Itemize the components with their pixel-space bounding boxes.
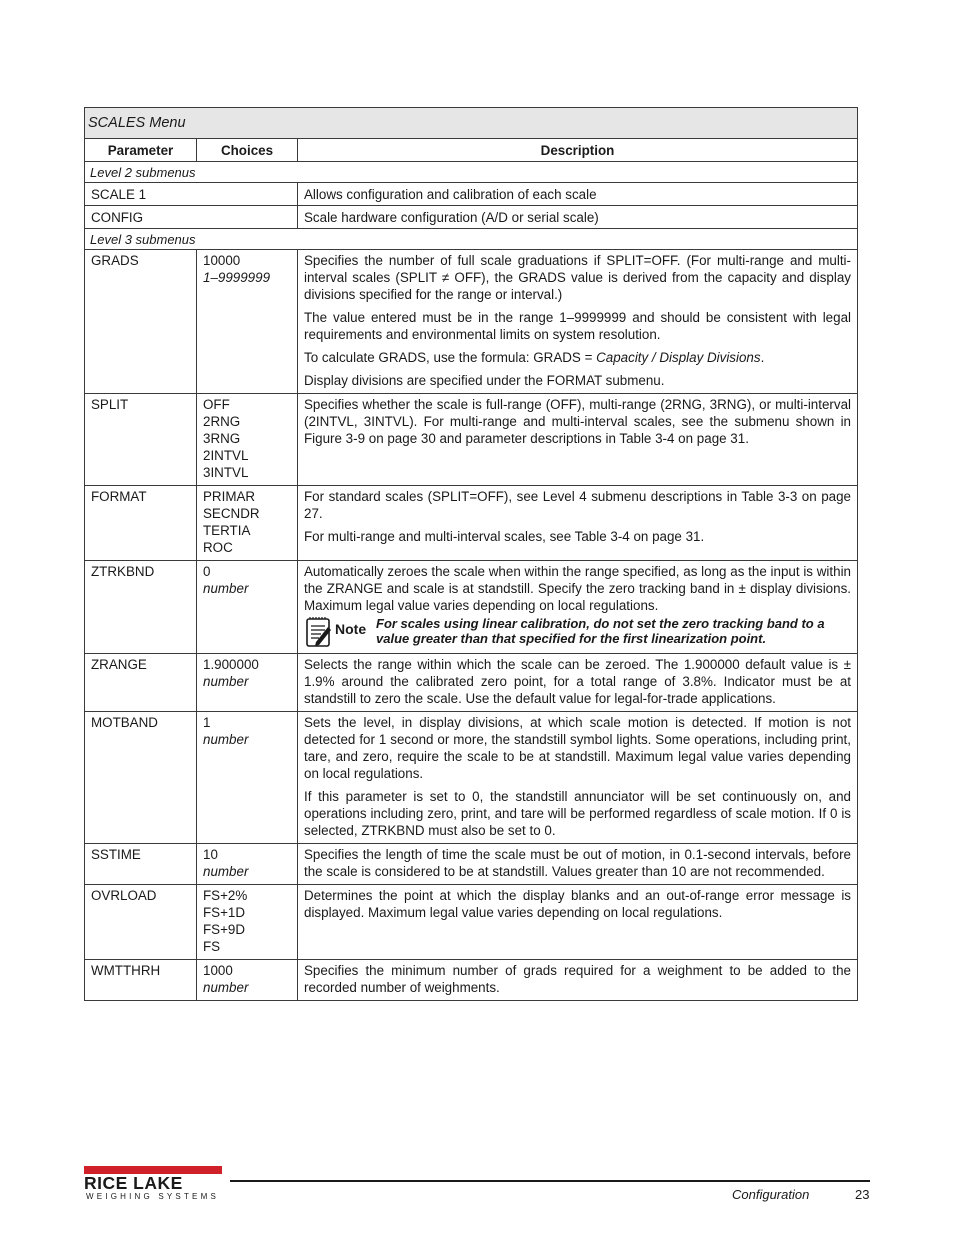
choice-default: 0 — [203, 564, 211, 579]
param-motband: MOTBAND — [85, 712, 197, 844]
desc-paragraph: Specifies the number of full scale graduations if SPLIT=OFF. (For multi-range and multi-interval scales (SPLIT ≠ OFF), the GRADS value is derived from the capacity and display divisions specified for the range or interval.) — [304, 253, 851, 302]
choice-item: PRIMAR — [203, 489, 256, 504]
desc-paragraph: Sets the level, in display divisions, at which scale motion is detected. If motion is not detected for 1 second or more, the standstill symbol lights. Some operations, including print, tare, and zero, require the scale to be at standstill. Maximum legal value varies depending on local regulations. — [304, 715, 851, 781]
note-icon — [304, 615, 376, 649]
choice-range: 1–9999999 — [203, 270, 271, 285]
header-parameter: Parameter — [85, 139, 197, 162]
choice-item: OFF — [203, 397, 230, 412]
param-wmtthrh: WMTTHRH — [85, 960, 197, 1001]
choices-wmtthrh — [197, 960, 298, 1001]
logo-tagline: WEIGHING SYSTEMS — [86, 1192, 219, 1201]
desc-paragraph: For multi-range and multi-interval scales, see Table 3-4 on page 31. — [304, 529, 705, 544]
desc-grads — [298, 250, 858, 394]
desc-paragraph: Determines the point at which the display blanks and an out-of-range error message is displayed. Maximum legal value varies depending on local regulations. — [304, 888, 851, 920]
desc-paragraph: For standard scales (SPLIT=OFF), see Level 4 submenu descriptions in Table 3-3 on page 27. — [304, 489, 851, 521]
choices-split — [197, 394, 298, 486]
choices-ovrload — [197, 885, 298, 960]
formula-intro: To calculate GRADS, use the formula: GRADS = — [304, 350, 597, 365]
choice-default: 1000 — [203, 963, 233, 978]
desc-scale1: Allows configuration and calibration of each scale — [298, 183, 858, 206]
param-zrange: ZRANGE — [85, 654, 197, 712]
choice-default: 1.900000 — [203, 657, 259, 672]
choice-item: 2INTVL — [203, 448, 249, 463]
param-scale1: SCALE 1 — [85, 183, 298, 206]
formula: Capacity / Display Divisions — [596, 350, 761, 365]
note-label: Note — [335, 621, 367, 637]
desc-paragraph: Specifies the minimum number of grads required for a weighment to be added to the recorded number of weighments. — [304, 963, 851, 995]
table-row — [85, 250, 858, 394]
table-row — [85, 844, 858, 885]
footer-section-title: Configuration — [732, 1187, 810, 1202]
desc-paragraph: Display divisions are specified under the FORMAT submenu. — [304, 373, 665, 388]
desc-paragraph — [304, 349, 851, 366]
desc-sstime — [298, 844, 858, 885]
desc-ovrload — [298, 885, 858, 960]
table-row — [85, 712, 858, 844]
choice-item: 3RNG — [203, 431, 241, 446]
choices-zrange — [197, 654, 298, 712]
table-row — [85, 486, 858, 561]
choice-item: 2RNG — [203, 414, 241, 429]
choice-item: FS+1D — [203, 905, 246, 920]
choice-default: 10 — [203, 847, 218, 862]
table-row — [85, 183, 858, 206]
choices-sstime — [197, 844, 298, 885]
param-config: CONFIG — [85, 206, 298, 229]
scales-menu-table — [84, 107, 858, 1001]
desc-zrange — [298, 654, 858, 712]
table-row — [85, 960, 858, 1001]
desc-ztrkbnd — [298, 561, 858, 654]
desc-split — [298, 394, 858, 486]
desc-paragraph: If this parameter is set to 0, the standstill annunciator will be set continuously on, and operations including zero, print, and tare will be performed regardless of scale motion. If 0 is selected, ZTRKBND must also be set to 0. — [304, 789, 851, 838]
logo-wordmark: RICE LAKE — [84, 1173, 183, 1193]
desc-paragraph: Specifies the length of time the scale must be out of motion, in 0.1-second intervals, before the scale is considered to be at standstill. Values greater than 10 are not recommended. — [304, 847, 851, 879]
desc-paragraph: Specifies whether the scale is full-range (OFF), multi-range (2RNG, 3RNG), or multi-interval (2INTVL, 3INTVL). For multi-range and multi-interval scales, see the submenu shown in Figure 3-9 on page 30 and parameter descriptions in Table 3-4 on page 31. — [304, 397, 851, 446]
table-title: SCALES Menu — [85, 108, 858, 139]
table-row — [85, 885, 858, 960]
desc-wmtthrh — [298, 960, 858, 1001]
param-ovrload: OVRLOAD — [85, 885, 197, 960]
choices-motband — [197, 712, 298, 844]
note-box — [304, 615, 851, 649]
table-row — [85, 654, 858, 712]
rice-lake-logo — [84, 1166, 222, 1202]
desc-format — [298, 486, 858, 561]
table-row — [85, 206, 858, 229]
choice-item: FS+2% — [203, 888, 248, 903]
choice-range: number — [203, 732, 249, 747]
desc-motband — [298, 712, 858, 844]
desc-paragraph: The value entered must be in the range 1–9999999 and should be consistent with legal requirements and environmental limits on system resolution. — [304, 310, 851, 342]
choice-range: number — [203, 581, 249, 596]
level2-label: Level 2 submenus — [85, 162, 858, 183]
choice-range: number — [203, 864, 249, 879]
desc-paragraph: Selects the range within which the scale can be zeroed. The 1.900000 default value is ± 1.9% around the calibrated zero point, for a total range of 3.8%. Indicator must be at standstill to zero the scale. Use the default value for legal-for-trade applications. — [304, 657, 851, 706]
choice-item: ROC — [203, 540, 233, 555]
desc-config: Scale hardware configuration (A/D or serial scale) — [298, 206, 858, 229]
choice-item: TERTIA — [203, 523, 251, 538]
page-number: 23 — [855, 1187, 870, 1202]
param-ztrkbnd: ZTRKBND — [85, 561, 197, 654]
choice-default: 1 — [203, 715, 211, 730]
choice-item: FS — [203, 939, 221, 954]
footer-rule — [230, 1180, 870, 1182]
choice-range: number — [203, 674, 249, 689]
choice-item: FS+9D — [203, 922, 246, 937]
param-grads: GRADS — [85, 250, 197, 394]
table-row — [85, 561, 858, 654]
note-text: For scales using linear calibration, do not set the zero tracking band to a value greater than that specified for the first linearization point. — [376, 616, 825, 646]
choices-format — [197, 486, 298, 561]
desc-paragraph: Automatically zeroes the scale when within the range specified, as long as the input is within the ZRANGE and scale is at standstill. Specify the zero tracking band in ± display divisions. Maximum legal value varies depending on local regulations. — [304, 564, 851, 613]
table-row — [85, 394, 858, 486]
param-sstime: SSTIME — [85, 844, 197, 885]
choice-default: 10000 — [203, 253, 241, 268]
param-format: FORMAT — [85, 486, 197, 561]
header-description: Description — [298, 139, 858, 162]
choice-item: 3INTVL — [203, 465, 249, 480]
header-choices: Choices — [197, 139, 298, 162]
choices-grads — [197, 250, 298, 394]
choice-item: SECNDR — [203, 506, 260, 521]
choice-range: number — [203, 980, 249, 995]
choices-ztrkbnd — [197, 561, 298, 654]
param-split: SPLIT — [85, 394, 197, 486]
level3-label: Level 3 submenus — [85, 229, 858, 250]
formula-end: . — [760, 350, 765, 365]
